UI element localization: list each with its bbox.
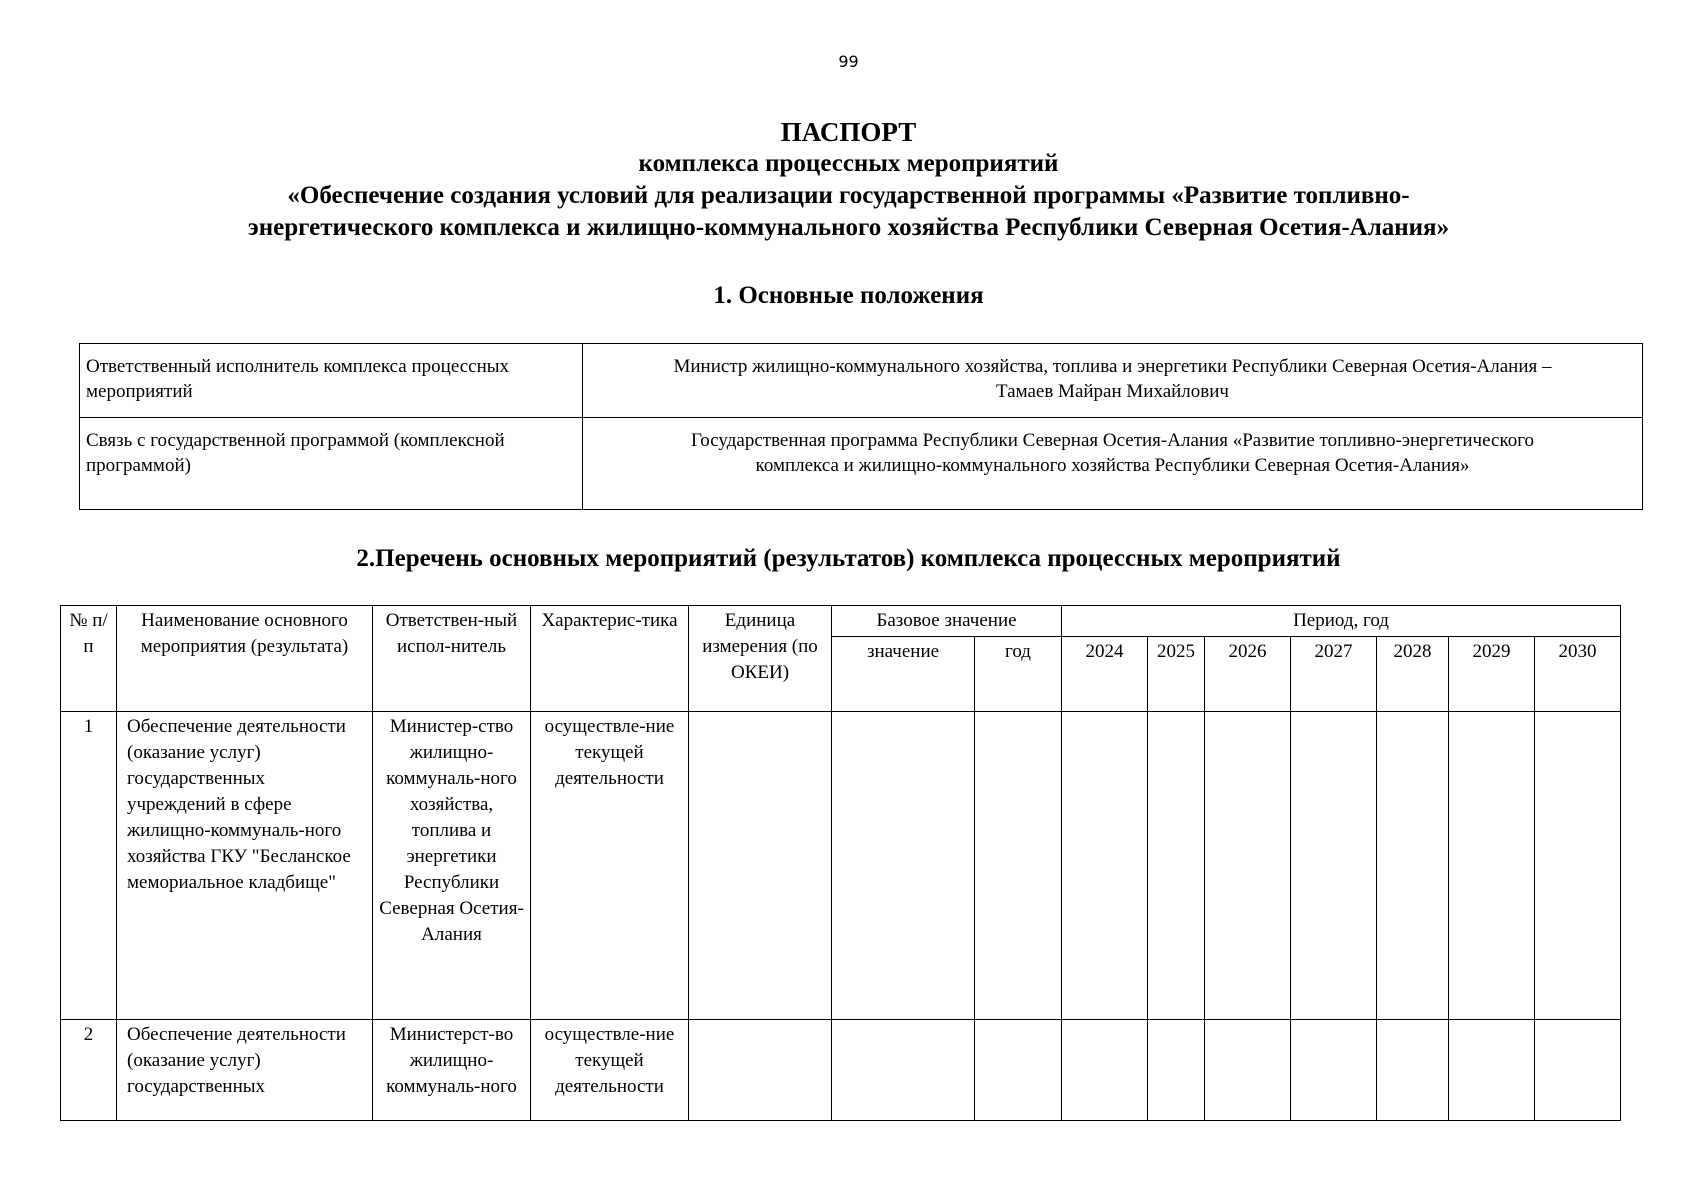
row-year-2029 bbox=[1449, 712, 1535, 1020]
table-header-row bbox=[61, 606, 1621, 637]
table-row bbox=[61, 712, 1621, 1020]
header-unit: Единица измерения (по ОКЕИ) bbox=[689, 606, 832, 712]
header-year-2026: 2026 bbox=[1205, 637, 1291, 712]
value-line: Тамаев Майран Михайлович bbox=[996, 381, 1229, 402]
table-row bbox=[80, 418, 1643, 510]
row-num: 2 bbox=[61, 1020, 117, 1121]
row-year-2030 bbox=[1535, 712, 1621, 1020]
header-year-2024: 2024 bbox=[1062, 637, 1148, 712]
header-period: Период, год bbox=[1062, 606, 1621, 637]
row-year-2028 bbox=[1377, 712, 1449, 1020]
row-year-2026 bbox=[1205, 1020, 1291, 1121]
row-responsible: Министер-ство жилищно-коммуналь-ного хозяйства, топлива и энергетики Республики Северная Осетия-Алания bbox=[373, 712, 531, 1020]
header-base-year: год bbox=[975, 637, 1062, 712]
row-base-year bbox=[975, 712, 1062, 1020]
row-year-2028 bbox=[1377, 1020, 1449, 1121]
row-base-year bbox=[975, 1020, 1062, 1121]
row-year-2027 bbox=[1291, 1020, 1377, 1121]
header-characteristic: Характерис-тика bbox=[531, 606, 689, 712]
header-year-2025: 2025 bbox=[1148, 637, 1205, 712]
value-line: комплекса и жилищно-коммунального хозяйства Республики Северная Осетия-Алания» bbox=[755, 455, 1470, 476]
row-year-2025 bbox=[1148, 712, 1205, 1020]
page-number: 99 bbox=[838, 52, 859, 71]
value-line: Государственная программа Республики Северная Осетия-Алания «Развитие топливно-энергетического bbox=[690, 430, 1535, 451]
row-year-2024 bbox=[1062, 712, 1148, 1020]
table-row bbox=[80, 344, 1643, 418]
responsible-executor-label: Ответственный исполнитель комплекса процессных мероприятий bbox=[80, 344, 583, 418]
row-name: Обеспечение деятельности (оказание услуг) государственных bbox=[117, 1020, 373, 1121]
row-characteristic: осуществле-ние текущей деятельности bbox=[531, 712, 689, 1020]
title-line-1: ПАСПОРТ bbox=[780, 117, 917, 147]
row-year-2030 bbox=[1535, 1020, 1621, 1121]
row-characteristic: осуществле-ние текущей деятельности bbox=[531, 1020, 689, 1121]
row-base-value bbox=[832, 1020, 975, 1121]
row-year-2026 bbox=[1205, 712, 1291, 1020]
row-year-2025 bbox=[1148, 1020, 1205, 1121]
row-unit bbox=[689, 1020, 832, 1121]
header-name: Наименование основного мероприятия (результата) bbox=[117, 606, 373, 712]
row-base-value bbox=[832, 712, 975, 1020]
title-line-2: комплекса процессных мероприятий bbox=[638, 150, 1059, 177]
row-responsible: Министерст-во жилищно-коммуналь-ного bbox=[373, 1020, 531, 1121]
row-name: Обеспечение деятельности (оказание услуг) государственных учреждений в сфере жилищно-коммуналь-ного хозяйства ГКУ "Бесланское мемориальное кладбище" bbox=[117, 712, 373, 1020]
row-year-2024 bbox=[1062, 1020, 1148, 1121]
row-year-2029 bbox=[1449, 1020, 1535, 1121]
value-line: Министр жилищно-коммунального хозяйства, топлива и энергетики Республики Северная Осетия-Алания – bbox=[673, 356, 1552, 377]
row-year-2027 bbox=[1291, 712, 1377, 1020]
header-year-2029: 2029 bbox=[1449, 637, 1535, 712]
header-responsible: Ответствен-ный испол-нитель bbox=[373, 606, 531, 712]
header-year-2027: 2027 bbox=[1291, 637, 1377, 712]
row-num: 1 bbox=[61, 712, 117, 1020]
row-unit bbox=[689, 712, 832, 1020]
main-provisions-table bbox=[79, 343, 1643, 510]
header-year-2030: 2030 bbox=[1535, 637, 1621, 712]
table-row bbox=[61, 1020, 1621, 1121]
header-year-2028: 2028 bbox=[1377, 637, 1449, 712]
title-line-3: «Обеспечение создания условий для реализации государственной программы «Развитие топливно- bbox=[287, 182, 1410, 209]
program-link-label: Связь с государственной программой (комплексной программой) bbox=[80, 418, 583, 510]
title-line-4: энергетического комплекса и жилищно-коммунального хозяйства Республики Северная Осетия-Алания» bbox=[247, 214, 1450, 241]
section-2-heading: 2.Перечень основных мероприятий (результатов) комплекса процессных мероприятий bbox=[356, 545, 1341, 572]
document-title bbox=[100, 116, 1597, 244]
header-num: № п/п bbox=[61, 606, 117, 712]
measures-table bbox=[60, 605, 1621, 1121]
section-1-heading: 1. Основные положения bbox=[713, 282, 984, 309]
program-link-value bbox=[583, 418, 1643, 510]
responsible-executor-value bbox=[583, 344, 1643, 418]
header-base: Базовое значение bbox=[832, 606, 1062, 637]
header-base-value: значение bbox=[832, 637, 975, 712]
